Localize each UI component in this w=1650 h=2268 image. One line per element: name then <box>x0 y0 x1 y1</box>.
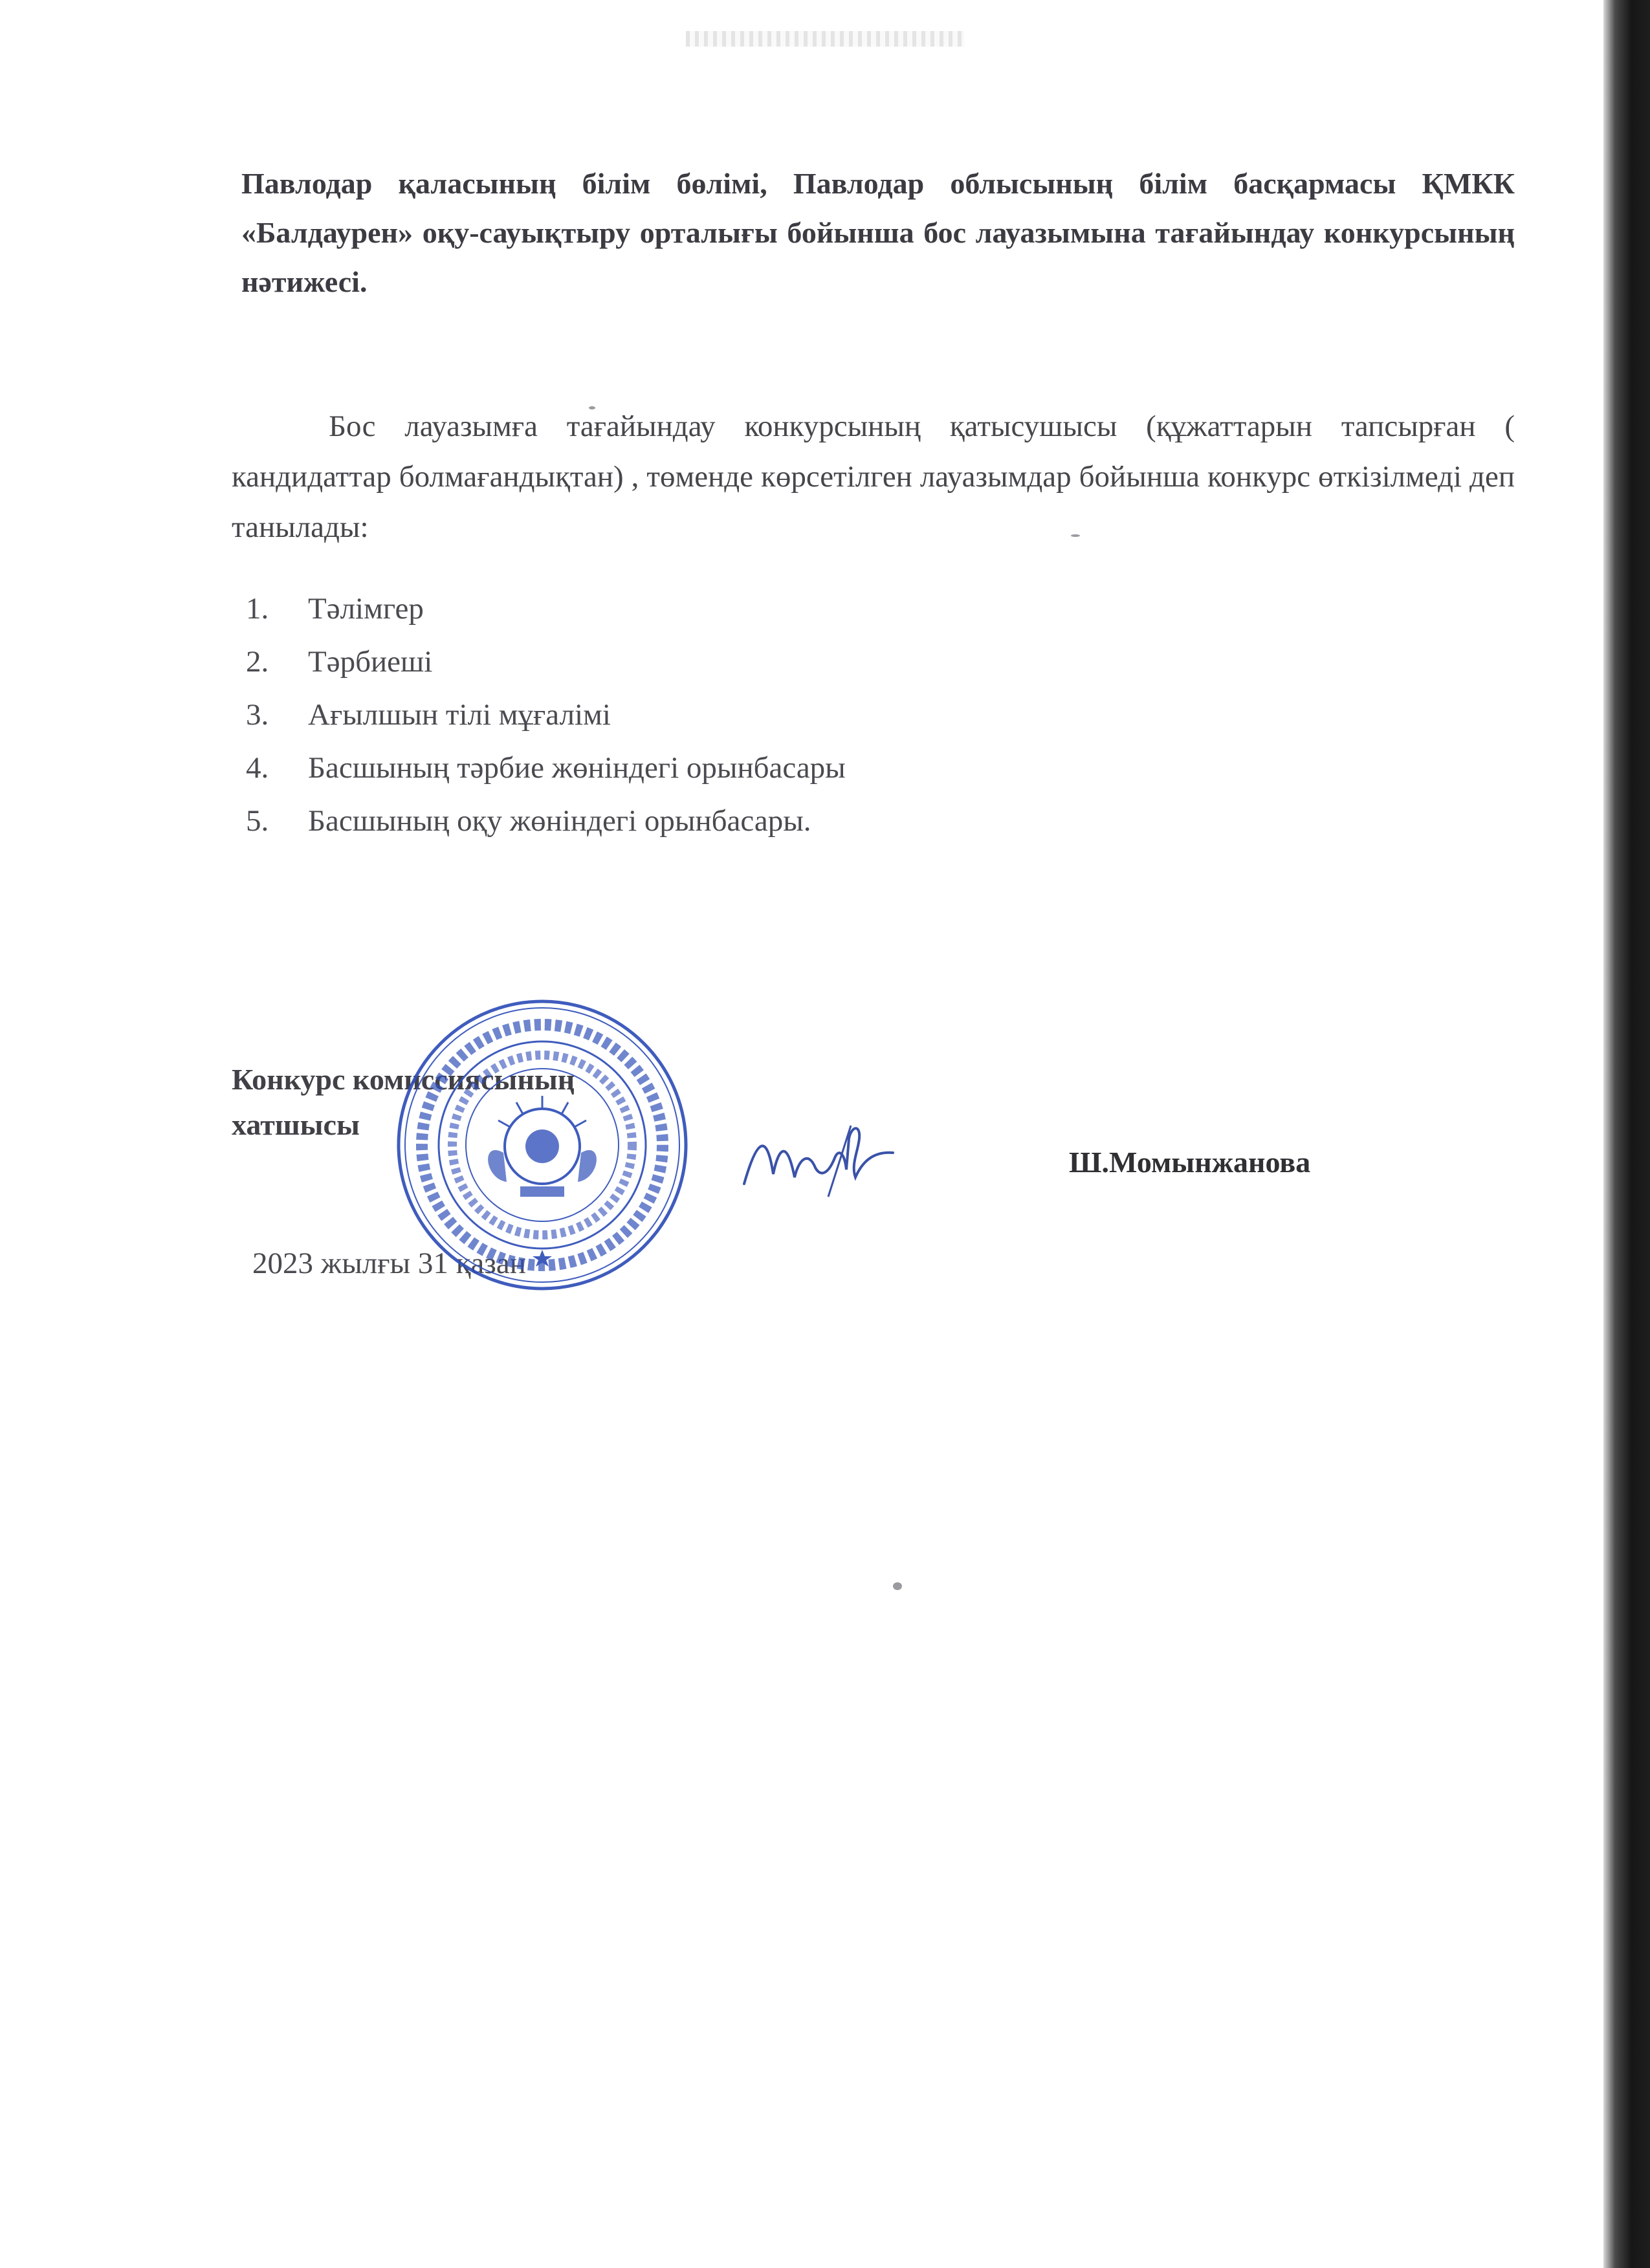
signer-name: Ш.Момынжанова <box>1069 1146 1311 1179</box>
list-item <box>246 741 1281 794</box>
list-item-label: Басшының оқу жөніндегі орынбасары. <box>308 804 811 838</box>
official-seal-stamp <box>393 996 691 1294</box>
list-item-number: 2. <box>246 645 269 679</box>
signer-role-line1: Конкурс комиссиясының <box>232 1063 575 1096</box>
list-item <box>246 688 1281 741</box>
list-item <box>246 582 1281 635</box>
list-item-number: 1. <box>246 592 269 626</box>
list-item-label: Басшының тәрбие жөніндегі орынбасары <box>308 751 846 785</box>
scan-artifact-top <box>686 31 964 47</box>
signer-role-line2: хатшысы <box>232 1108 360 1141</box>
document-date: 2023 жылғы 31 қазан <box>252 1247 526 1280</box>
positions-list <box>246 582 1281 847</box>
title-text: Павлодар қаласының білім бөлімі, Павлодар облысының білім басқармасы ҚМКК «Балдаурен» оқу-сауықтыру орталығы бойынша бос лауазымына тағайындау конкурсының нәтижесі. <box>241 167 1515 298</box>
list-item-number: 3. <box>246 698 269 732</box>
document-title <box>241 159 1515 307</box>
list-item-number: 5. <box>246 804 269 838</box>
body-paragraph: Бос лауазымға тағайындау конкурсының қатысушысы (құжаттарын тапсырған ( кандидаттар болмағандықтан) , төменде көрсетілген лауазымдар бойынша конкурс өткізілмеді деп танылады: <box>232 409 1515 544</box>
scan-speck <box>589 406 595 409</box>
list-item-number: 4. <box>246 751 269 785</box>
handwritten-signature <box>738 1113 919 1210</box>
scan-speck <box>1071 534 1080 537</box>
list-item-label: Тәлімгер <box>308 592 424 626</box>
scan-dark-edge <box>1603 0 1650 2268</box>
scan-speck <box>893 1582 902 1590</box>
list-item <box>246 794 1281 847</box>
list-item-label: Ағылшын тілі мұғалімі <box>308 698 611 732</box>
list-item-label: Тәрбиеші <box>308 645 433 679</box>
list-item <box>246 635 1281 688</box>
